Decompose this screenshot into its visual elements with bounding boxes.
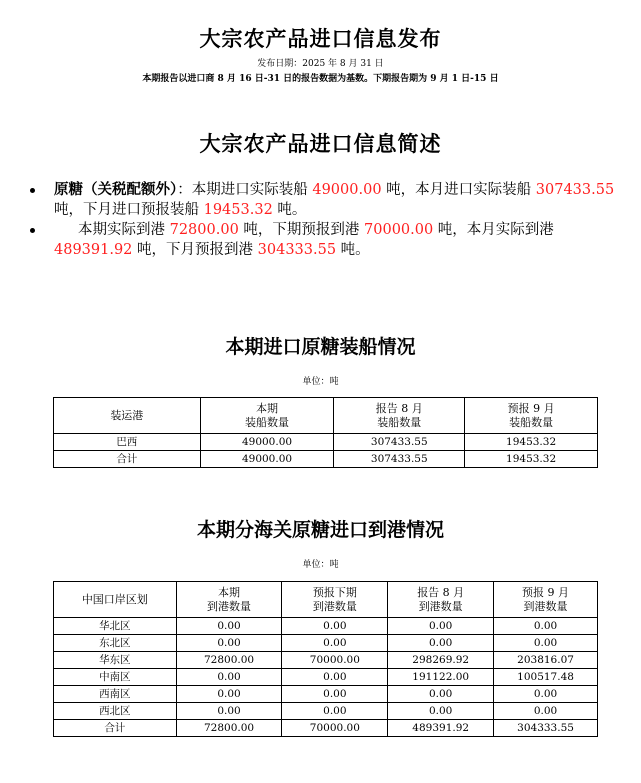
table-row: [54, 669, 598, 686]
table-row: [54, 635, 598, 652]
shipment-table: [53, 397, 598, 468]
table-cell: 0.00: [388, 703, 494, 720]
table-cell: 19453.32: [465, 451, 598, 468]
table-row-total: [54, 451, 598, 468]
shipment-unit: 单位：吨: [302, 377, 339, 387]
summary-list: [30, 180, 620, 260]
table-cell: 0.00: [282, 703, 388, 720]
column-header-september: 预报 9 月 装船数量: [465, 398, 598, 434]
table-cell: 华北区: [54, 618, 177, 635]
table-cell: 298269.92: [388, 652, 494, 669]
table-cell: 0.00: [282, 669, 388, 686]
summary-text: 本期实际到港: [78, 222, 170, 238]
summary-text: 吨。: [336, 242, 370, 258]
table-cell: 东北区: [54, 635, 177, 652]
table-cell: 70000.00: [282, 720, 388, 737]
table-header-row: [54, 398, 598, 434]
report-period-note: 本期报告以进口商 8 月 16 日-31 日的报告数据为基数。下期报告期为 9 月 1 日-15 日: [142, 74, 499, 84]
table-row: [54, 618, 598, 635]
table-cell: 0.00: [388, 635, 494, 652]
table-cell: 0.00: [494, 686, 598, 703]
summary-text: 吨，下月进口预报装船: [54, 202, 204, 218]
column-header-current: 本期 装船数量: [200, 398, 334, 434]
summary-text: 吨。: [272, 202, 307, 218]
table-cell: 203816.07: [494, 652, 598, 669]
table-cell: 西南区: [54, 686, 177, 703]
table-cell: 19453.32: [465, 434, 598, 451]
table-cell: 0.00: [282, 686, 388, 703]
table-cell: 0.00: [282, 635, 388, 652]
table-cell: 72800.00: [176, 652, 282, 669]
arrival-section-title: 本期分海关原糖进口到港情况: [196, 519, 444, 541]
table-cell: 70000.00: [282, 652, 388, 669]
table-cell: 华东区: [54, 652, 177, 669]
table-cell: 191122.00: [388, 669, 494, 686]
summary-value: 49000.00: [312, 182, 382, 198]
summary-text: 吨，下期预报到港: [238, 222, 365, 238]
summary-value: 489391.92: [54, 242, 133, 258]
table-cell: 304333.55: [494, 720, 598, 737]
table-cell: 49000.00: [200, 451, 334, 468]
table-cell: 巴西: [54, 434, 201, 451]
table-row-total: [54, 720, 598, 737]
column-header-current: 本期 到港数量: [176, 582, 282, 618]
table-cell: 49000.00: [200, 434, 334, 451]
table-cell: 72800.00: [176, 720, 282, 737]
table-cell: 0.00: [388, 686, 494, 703]
summary-text: 吨，本月进口实际装船: [381, 182, 536, 198]
table-cell: 0.00: [176, 703, 282, 720]
summary-title: 大宗农产品进口信息简述: [199, 132, 442, 156]
column-header-august: 报告 8 月 装船数量: [334, 398, 465, 434]
table-row: [54, 686, 598, 703]
table-cell: 0.00: [494, 618, 598, 635]
column-header-august: 报告 8 月 到港数量: [388, 582, 494, 618]
table-cell: 100517.48: [494, 669, 598, 686]
summary-text: ：本期进口实际装船: [177, 182, 313, 198]
page-title: 大宗农产品进口信息发布: [199, 27, 442, 51]
column-header-september: 预报 9 月 到港数量: [494, 582, 598, 618]
table-cell: 0.00: [494, 703, 598, 720]
arrival-table: [53, 581, 598, 737]
table-cell: 0.00: [176, 635, 282, 652]
table-cell: 合计: [54, 720, 177, 737]
table-cell: 307433.55: [334, 434, 465, 451]
table-row: [54, 703, 598, 720]
table-header-row: [54, 582, 598, 618]
publish-date: 发布日期：2025 年 8 月 31 日: [257, 59, 384, 69]
table-cell: 合计: [54, 451, 201, 468]
summary-value: 72800.00: [169, 222, 239, 238]
bullet-icon: [30, 188, 35, 193]
summary-item-arrival: [30, 220, 620, 260]
table-cell: 489391.92: [388, 720, 494, 737]
column-header-port: 装运港: [54, 398, 201, 434]
summary-value: 307433.55: [535, 182, 615, 198]
table-cell: 0.00: [176, 669, 282, 686]
summary-text: 吨，下月预报到港: [132, 242, 258, 258]
shipment-section-title: 本期进口原糖装船情况: [225, 336, 416, 358]
table-cell: 0.00: [388, 618, 494, 635]
summary-text: 吨，本月实际到港: [433, 222, 554, 238]
table-cell: 0.00: [282, 618, 388, 635]
table-cell: 307433.55: [334, 451, 465, 468]
table-cell: 西北区: [54, 703, 177, 720]
table-cell: 中南区: [54, 669, 177, 686]
table-row: [54, 652, 598, 669]
table-cell: 0.00: [176, 618, 282, 635]
arrival-unit: 单位：吨: [302, 560, 339, 570]
table-cell: 0.00: [494, 635, 598, 652]
summary-item-shipment: [30, 180, 620, 220]
table-cell: 0.00: [176, 686, 282, 703]
bullet-icon: [30, 228, 35, 233]
summary-value: 304333.55: [257, 242, 337, 258]
summary-value: 70000.00: [364, 222, 434, 238]
column-header-next-forecast: 预报下期 到港数量: [282, 582, 388, 618]
summary-value: 19453.32: [203, 202, 273, 218]
table-row: [54, 434, 598, 451]
column-header-region: 中国口岸区划: [54, 582, 177, 618]
commodity-name: 原糖（关税配额外）: [54, 182, 178, 198]
